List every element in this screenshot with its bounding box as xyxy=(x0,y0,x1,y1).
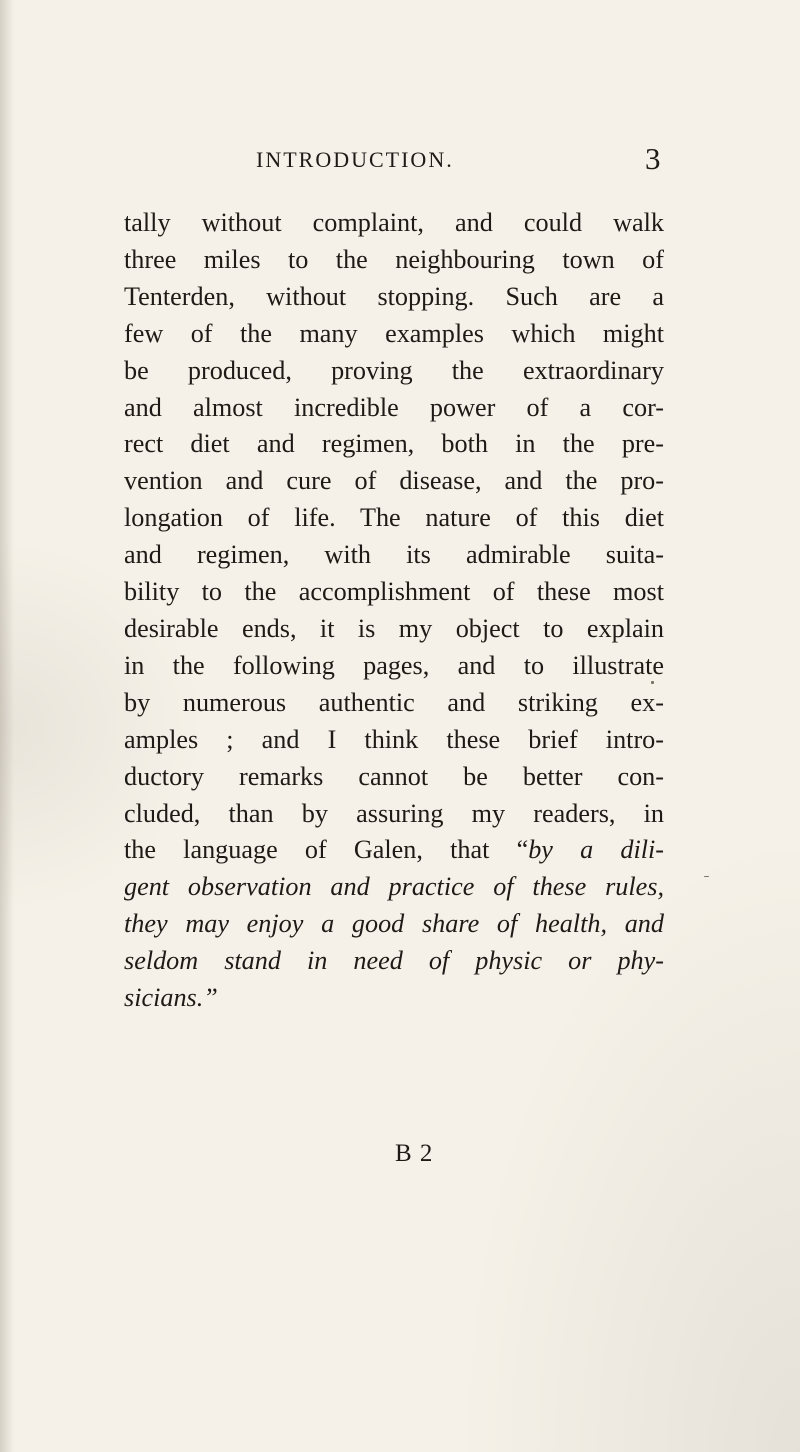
text-line: longation of life. The nature of this diet xyxy=(124,503,664,533)
stray-ink-mark xyxy=(704,876,709,877)
italic-text-line: gent observation and practice of these rules, xyxy=(124,872,664,902)
page-number: 3 xyxy=(645,141,661,176)
text-line: and regimen, with its admirable suita- xyxy=(124,540,664,570)
text-line: bility to the accomplishment of these most xyxy=(124,577,664,607)
signature-mark: B 2 xyxy=(395,1140,434,1167)
text-line-mixed xyxy=(124,832,664,869)
text-line: desirable ends, it is my object to explain xyxy=(124,613,664,643)
text-line: tally without complaint, and could walk xyxy=(124,208,664,237)
text-line: Tenterden, without stopping. Such are a xyxy=(124,281,664,311)
text-line: three miles to the neighbouring town of xyxy=(124,244,664,274)
text-line: ductory remarks cannot be better con- xyxy=(124,761,664,791)
italic-text-line: they may enjoy a good share of health, and xyxy=(124,909,664,939)
text-line: amples ; and I think these brief intro- xyxy=(124,724,664,754)
page-edge-shadow xyxy=(0,0,14,1452)
text-line: rect diet and regimen, both in the pre- xyxy=(124,429,664,459)
running-head: INTRODUCTION. xyxy=(256,147,454,172)
roman-text: the language of Galen, that “ xyxy=(124,835,529,865)
text-line: in the following pages, and to illustrate xyxy=(124,650,664,680)
body-text xyxy=(124,205,664,1017)
text-line: and almost incredible power of a cor- xyxy=(124,392,664,422)
italic-text: by a dili- xyxy=(528,835,664,865)
italic-text-line: seldom stand in need of physic or phy- xyxy=(124,946,664,976)
text-line: be produced, proving the extraordinary xyxy=(124,355,664,385)
stray-ink-mark xyxy=(651,681,654,684)
text-line: few of the many examples which might xyxy=(124,318,664,348)
text-line: vention and cure of disease, and the pro- xyxy=(124,466,664,496)
text-line: by numerous authentic and striking ex- xyxy=(124,687,664,717)
text-line: cluded, than by assuring my readers, in xyxy=(124,798,664,828)
italic-text-line-last: sicians.” xyxy=(124,983,218,1013)
